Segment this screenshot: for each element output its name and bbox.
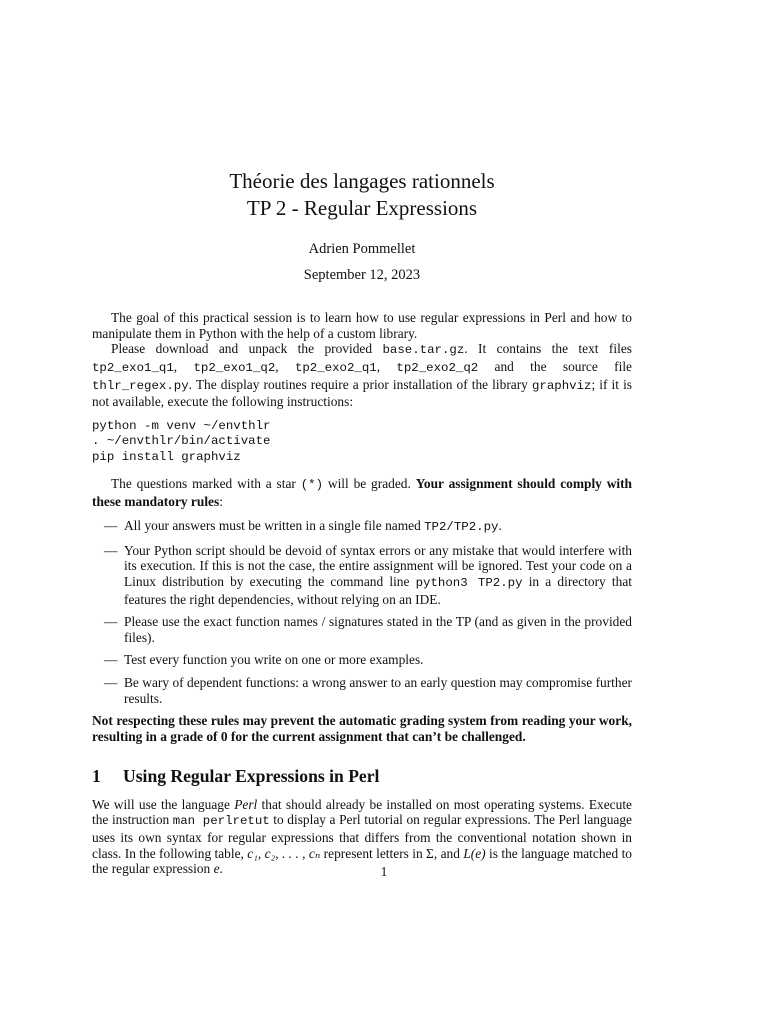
text-run: Please download and unpack the provided [111,341,383,357]
dash-bullet: — [104,674,118,690]
text-run: ; if it is not available, execute the following instructions: [92,376,632,410]
install-code-block [92,419,632,465]
command-python3: python3 TP2.py [415,575,523,590]
text-run: We will use the language [92,796,235,812]
date: September 12, 2023 [303,266,421,283]
perl-language: Perl [234,796,258,812]
text-run: Be wary of dependent functions: a wrong answer to an early question may compromise further results. [124,674,632,706]
rules-list [92,518,632,706]
rule-item [92,614,632,645]
dash-bullet: — [104,518,118,534]
text-run: . The display routines require a prior installation of the library [188,376,532,392]
code-line: pip install graphviz [92,449,241,464]
math-expression: e [213,861,220,877]
text-run: : [219,493,223,509]
title-line-2: TP 2 - Regular Expressions [246,196,478,220]
text-run: is the language matched to the regular expression [92,845,632,877]
file-tp2-exo2-q2: tp2_exo2_q2 [396,360,479,375]
code-line: python -m venv ~/envthlr [92,418,271,433]
file-tp2-exo1-q2: tp2_exo1_q2 [193,360,276,375]
text-run: , [173,358,194,374]
star-marker: (*) [300,477,324,492]
text-run: . [219,861,223,877]
page-content [92,168,632,877]
author: Adrien Pommellet [308,241,416,257]
text-run: The questions marked with a star [111,475,301,491]
text-run: , [376,358,397,374]
text-run: to display a Perl tutorial on regular expressions. The Perl language uses its own syntax for regular expressions that differs from the conventional notation shown in class. In the following table, [92,812,632,861]
file-tp2-exo1-q1: tp2_exo1_q1 [92,360,174,375]
intro-paragraph-2 [92,341,632,409]
file-tp2-exo2-q1: tp2_exo2_q1 [294,360,377,375]
rule-item [92,652,632,668]
text-run: and the source file [478,358,632,374]
rule-item [92,518,632,536]
text-run: will be graded. [323,475,416,491]
library-graphviz: graphviz [531,378,592,393]
grading-warning: Not respecting these rules may prevent the automatic grading system from reading your work, resulting in a grade of 0 for the current assignment that can’t be challenged. [92,713,632,744]
document-title [92,168,632,222]
dash-bullet: — [104,614,118,630]
text-run: represent letters in Σ, and [320,845,464,861]
text-run: Test every function you write on one or more examples. [124,652,424,668]
code-line: . ~/envthlr/bin/activate [92,434,271,449]
rule-item [92,675,632,706]
dash-bullet: — [104,652,118,668]
section-number: 1 [92,766,101,787]
file-tp2-py: TP2/TP2.py [424,520,499,535]
text-run: . It contains the text files [464,341,632,357]
text-run: , [275,358,295,374]
title-line-1: Théorie des langages rationnels [229,169,495,193]
text-run: Please use the exact function names / signatures stated in the TP (and as given in the provided files). [124,614,632,645]
math-language: L(e) [463,845,486,861]
section-title-text: Using Regular Expressions in Perl [123,766,380,787]
command-man-perlretut: man perlretut [172,814,270,829]
math-letters: c₁, c₂, . . . , cₙ [247,845,321,861]
file-thlr-regex: thlr_regex.py [92,378,189,393]
text-run: All your answers must be written in a single file named [124,518,425,534]
intro-paragraph-1: The goal of this practical session is to learn how to use regular expressions in Perl and how to manipulate them in Python with the help of a custom library. [92,310,632,341]
dash-bullet: — [104,542,118,558]
text-run: that should already be installed on most operating systems. Execute the instruction [92,796,632,828]
text-run: . [498,518,502,534]
section-heading [92,766,632,787]
rule-item [92,543,632,607]
text-run: Your Python script should be devoid of syntax errors or any mistake that would interfere with its execution. If this is not the case, the entire assignment will be ignored. Test your code on a Linux distribution by executing the command line [124,542,632,589]
mandatory-rules-heading: Your assignment should comply with these mandatory rules [92,475,633,509]
text-run: in a directory that features the right dependencies, without relying on an IDE. [124,573,632,607]
grading-paragraph [92,476,632,509]
page-number: 1 [380,864,388,879]
file-base-tar: base.tar.gz [382,343,465,358]
